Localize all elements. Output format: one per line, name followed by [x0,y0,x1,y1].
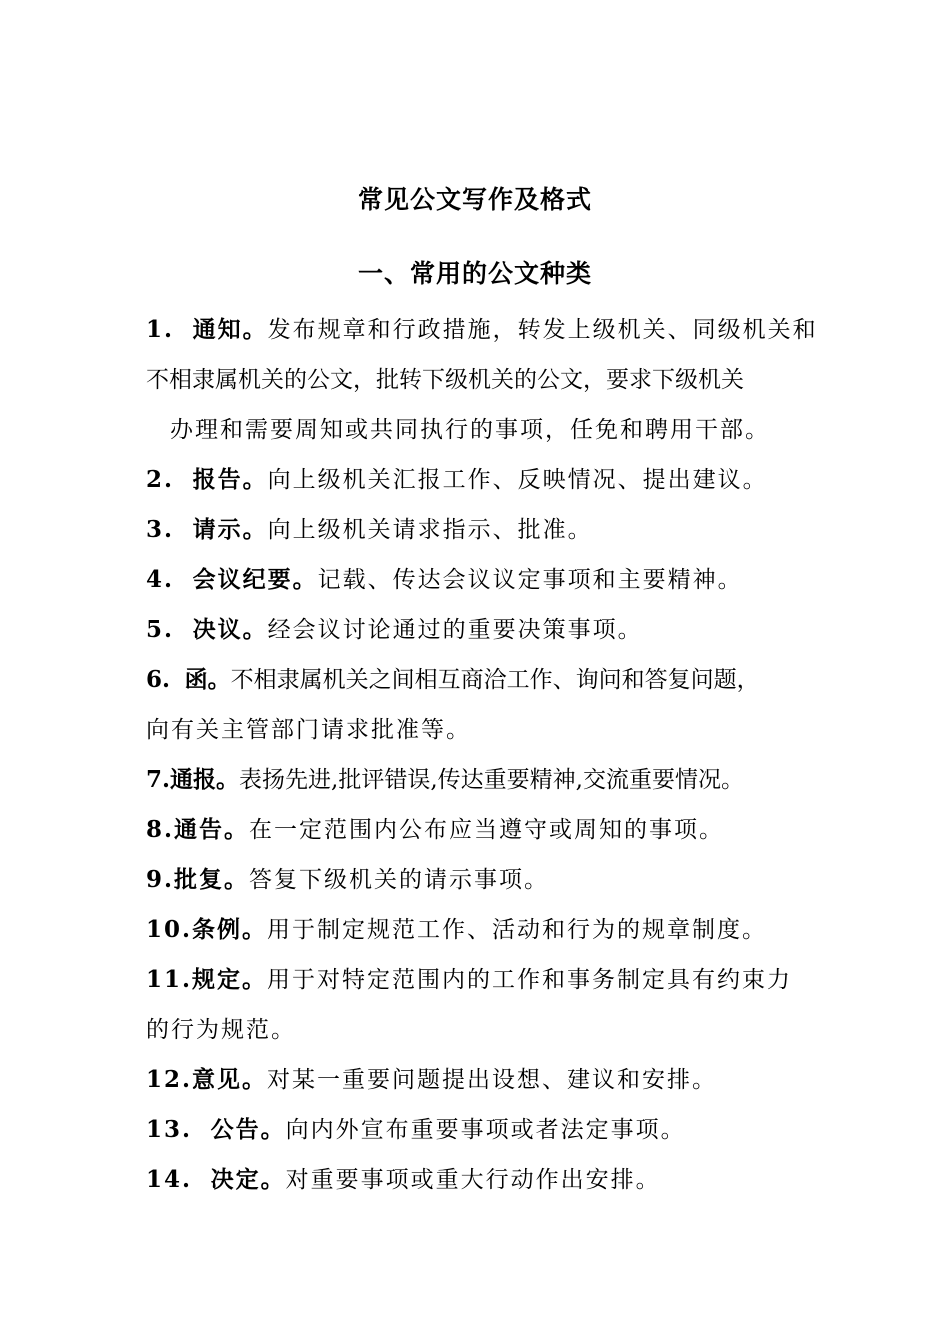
item-text-line: 不相隶属机关的公文，批转下级机关的公文，要求下级机关 [146,367,744,393]
list-item-5 [146,605,814,655]
list-item-13 [146,1105,814,1155]
item-text-line: 表扬先进,批评错误,传达重要精神,交流重要情况。 [239,767,744,793]
item-text-line: 在一定范围内公布应当遵守或周知的事项。 [249,817,725,843]
item-number: 8. [146,816,175,843]
item-number: 13. [146,1116,193,1143]
section-heading: 一、常用的公文种类 [357,259,592,288]
item-text-line: 办理和需要周知或共同执行的事项，任免和聘用干部。 [170,417,770,443]
item-text-line: 向上级机关汇报工作、反映情况、提出建议。 [267,467,768,493]
item-term: 函。 [184,666,231,693]
item-text-line: 记载、传达会议议定事项和主要精神。 [317,567,743,593]
item-text-line: 发布规章和行政措施，转发上级机关、同级机关和 [267,317,818,343]
item-text-line: 对某一重要问题提出设想、建议和安排。 [267,1067,718,1093]
item-text-line: 向上级机关请求指示、批准。 [267,517,593,543]
item-text-line: 向内外宣布重要事项或者法定事项。 [285,1117,686,1143]
list-item-8 [146,805,814,855]
list-item-11 [146,955,814,1005]
item-text-line: 的行为规范。 [146,1017,296,1043]
list-item-10 [146,905,814,955]
list-item-12 [146,1055,814,1105]
item-term: 规定。 [192,966,268,993]
item-number: 1. [146,316,175,343]
item-term: 请示。 [192,516,268,543]
item-term: 意见。 [192,1066,268,1093]
list-item-9 [146,855,814,905]
document-title: 常见公文写作及格式 [357,185,592,214]
item-text-line: 经会议讨论通过的重要决策事项。 [267,617,643,643]
item-number: 11. [146,966,193,993]
list-item-2 [146,455,814,505]
list-item-4 [146,555,814,605]
item-number: 7. [146,766,171,793]
item-term: 决定。 [210,1166,286,1193]
item-number: 4. [146,566,175,593]
item-term: 通告。 [174,816,250,843]
item-term: 通报。 [170,766,240,793]
list-item-6 [146,655,814,705]
list-item-6-continuation [146,705,814,755]
list-item-1-continuation [146,355,814,405]
list-item-14 [146,1155,814,1205]
item-text-line: 向有关主管部门请求批准等。 [146,717,471,743]
list-item-1 [146,305,818,355]
item-number: 10. [146,916,193,943]
item-term: 报告。 [192,466,268,493]
list-item-11-continuation [146,1005,814,1055]
item-number: 12. [146,1066,193,1093]
item-term: 通知。 [192,316,268,343]
document-type-list [146,305,818,1205]
item-number: 9. [146,866,175,893]
item-number: 14. [146,1166,193,1193]
item-term: 会议纪要。 [192,566,318,593]
item-term: 批复。 [174,866,250,893]
list-item-1-continuation [146,405,814,455]
item-term: 公告。 [210,1116,286,1143]
item-text-line: 答复下级机关的请示事项。 [249,867,550,893]
item-term: 条例。 [192,916,268,943]
item-text-line: 用于对特定范围内的工作和事务制定具有约束力 [267,967,793,993]
list-item-7 [146,755,814,805]
item-number: 3. [146,516,175,543]
item-text-line: 不相隶属机关之间相互商洽工作、询问和答复问题， [230,667,760,693]
item-number: 2. [146,466,175,493]
list-item-3 [146,505,814,555]
item-text-line: 对重要事项或重大行动作出安排。 [285,1167,661,1193]
item-number: 6. [146,666,171,693]
item-text-line: 用于制定规范工作、活动和行为的规章制度。 [267,917,768,943]
item-term: 决议。 [192,616,268,643]
item-number: 5. [146,616,175,643]
